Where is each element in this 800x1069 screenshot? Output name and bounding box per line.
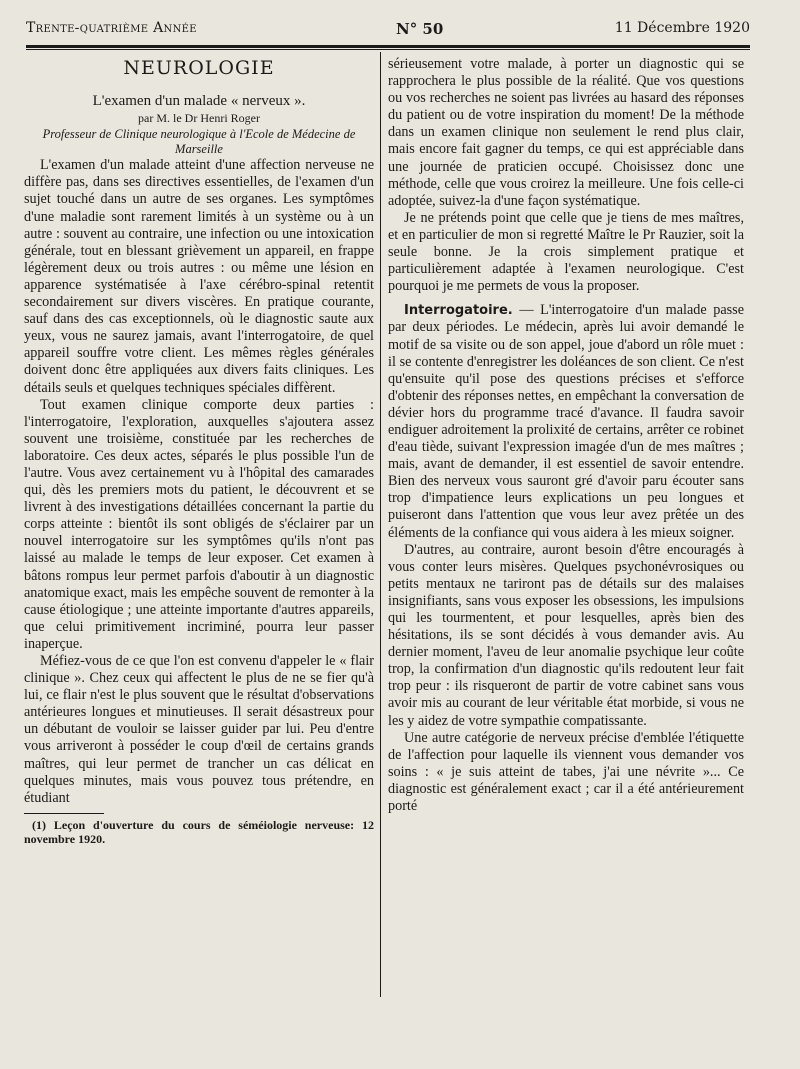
footnote-rule bbox=[24, 813, 104, 814]
article-byline: par M. le Dr Henri Roger bbox=[138, 111, 260, 126]
section-title: NEUROLOGIE bbox=[123, 57, 275, 79]
column-separator bbox=[380, 52, 381, 997]
body-paragraph: Je ne prétends point que celle que je tiens de mes maîtres, et en particulier de mon si regretté Maître le Pr Rauzier, soit la seule bonne. Je la crois simplement pratique et particulièrement adaptée à l'examen neurologique. C'est pourquoi je me permets de vous la proposer. bbox=[388, 209, 744, 295]
left-column bbox=[24, 56, 374, 846]
body-paragraph: Tout examen clinique comporte deux parties : l'interrogatoire, l'exploration, auxquelles s'ajoutera assez souvent une troisième, constituée par les recherches de laboratoire. Ces deux actes, séparés le plus possible l'un de l'autre. Vous avez certainement vu à l'hôpital des camarades qui, dès les premiers mots du patient, le découvrent et se livrent à des investigations détaillées concernant la partie du corps atteinte : bientôt ils sont obligés de s'éclairer par un nouvel interrogatoire sur les symptômes qu'ils n'ont pas laissé au malade le temps de leur exposer. Cet examen à bâtons rompus leur permet parfois d'aboutir à un diagnostic anatomique exact, mais les empêche souvent de remonter à la cause étiologique ; une atteinte importante d'autres appareils, que celui primitivement incriminé, pourra leur passer inaperçue. bbox=[24, 396, 374, 652]
body-paragraph: L'examen d'un malade atteint d'une affection nerveuse ne diffère pas, dans ses directives essentielles, de l'examen d'un sujet touché dans un autre de ses organes. Les symptômes d'une maladie sont rarement limités à un système ou à un autre : souvent au contraire, une infection ou une intoxication générale, tout en blessant grièvement un appareil, en frappe légèrement deux ou trois autres : ou même une lésion en apparence systématisée à l'axe cérébro-spinal retentit secondairement sur divers viscères. En pratique courante, sauf dans des cas exceptionnels, où le diagnostic saute aux yeux, vous ne saurez jamais, avant l'interrogatoire, de quel appareil souffre votre client. Les mêmes règles générales doivent donc être appliquées aux divers faits cliniques. Les détails seuls et quelques techniques spéciales diffèrent. bbox=[24, 157, 374, 396]
header-rule-thick bbox=[26, 45, 750, 48]
right-column bbox=[388, 56, 744, 815]
body-paragraph: Une autre catégorie de nerveux précise d'emblée l'étiquette de l'affection pour laquelle ils viennent vous demander vos soins : « je suis atteint de tabes, j'ai une névrite »... Ce diagnostic est généralement exact ; car il a été antérieurement porté bbox=[388, 729, 744, 815]
running-header bbox=[26, 20, 750, 40]
body-paragraph: sérieusement votre malade, à porter un diagnostic qui se rapprochera le plus possible de la réalité. Que vos questions ou vos recherches ne soient pas livrées au hasard des réponses du patient ou de votre inspiration du moment! De la méthode dans un examen clinique non seulement le rend plus clair, mais encore fait gagner du temps, ce qui est appréciable dans une journée de praticien occupé. Choisissez donc une méthode, celle que vous croirez la meilleure. Une fois celle-ci adoptée, suivez-la d'une façon systématique. bbox=[388, 56, 744, 209]
author-affiliation: Professeur de Clinique neurologique à l'Ecole de Médecine de Marseille bbox=[42, 127, 356, 157]
body-paragraph: D'autres, au contraire, auront besoin d'être encouragés à vous conter leurs misères. Quelques psychonévrosiques ou petits mentaux ne tariront pas de détails sur des malaises insignifiants, sans vous exposer les obsessions, les impulsions qui les tourmentent, et pour lesquelles, après bien des hésitations, ils se sont décidés à vous demander avis. Au dernier moment, l'aveu de leur anomalie psychique leur coûte trop, la confirmation d'un diagnostic qu'ils redoutent leur fait trop peur : ils risqueront de partir de votre cabinet sans vous avoir mis au courant de leur véritable état morbide, si vous ne les y aidez de votre sympathie compatissante. bbox=[388, 541, 744, 729]
article-title: L'examen d'un malade « nerveux ». bbox=[92, 93, 306, 110]
interrogatoire-heading: Interrogatoire. bbox=[404, 303, 513, 319]
issue-date: 11 Décembre 1920 bbox=[614, 20, 750, 36]
footnote: (1) Leçon d'ouverture du cours de séméiologie nerveuse: 12 novembre 1920. bbox=[24, 817, 374, 846]
volume-label: Trente-quatrième Année bbox=[26, 20, 197, 36]
body-paragraph: Méfiez-vous de ce que l'on est convenu d'appeler le « flair clinique ». Chez ceux qui affectent le plus de ne se fier qu'à lui, ce flair n'est le plus souvent que le résultat d'observations antérieures longues et minutieuses. Il serait désastreux pour un débutant de vouloir se laisser guider par lui. Peu d'entre vous arriveront à posséder le coup d'œil de certains grands maîtres, qui leur permet de trancher un cas délicat en quelques minutes, mais vous pouvez tous prétendre, en étudiant bbox=[24, 653, 374, 806]
interrogatoire-text: — L'interrogatoire d'un malade passe par deux périodes. Le médecin, après lui avoir demandé le motif de sa visite ou de son appel, joue d'abord un rôle muet : il se contente d'enregistrer les doléances de son client. Ce n'est qu'ensuite qu'il pose des questions précises et s'efforce d'obtenir des réponses nettes, en empêchant la conversation de dévier hors du programme tracé d'avance. Il faudra savoir endiguer adroitement la prolixité de certains, arrêter ce robinet d'eau tiède, suivant l'expression imagée d'un de mes maîtres ; mais, avant de demander, il est essentiel de savoir entendre. Bien des nerveux vous sauront gré d'avoir paru écouter sans trop d'impatience leurs explications un peu longues et puiseront dans l'attention que vous leur avez prêtée un des éléments de la confiance qui vous aidera à les mieux soigner. bbox=[388, 302, 744, 541]
issue-number: N° 50 bbox=[396, 20, 444, 38]
interrogatoire-paragraph bbox=[388, 302, 744, 541]
header-rule-thin bbox=[26, 49, 750, 50]
